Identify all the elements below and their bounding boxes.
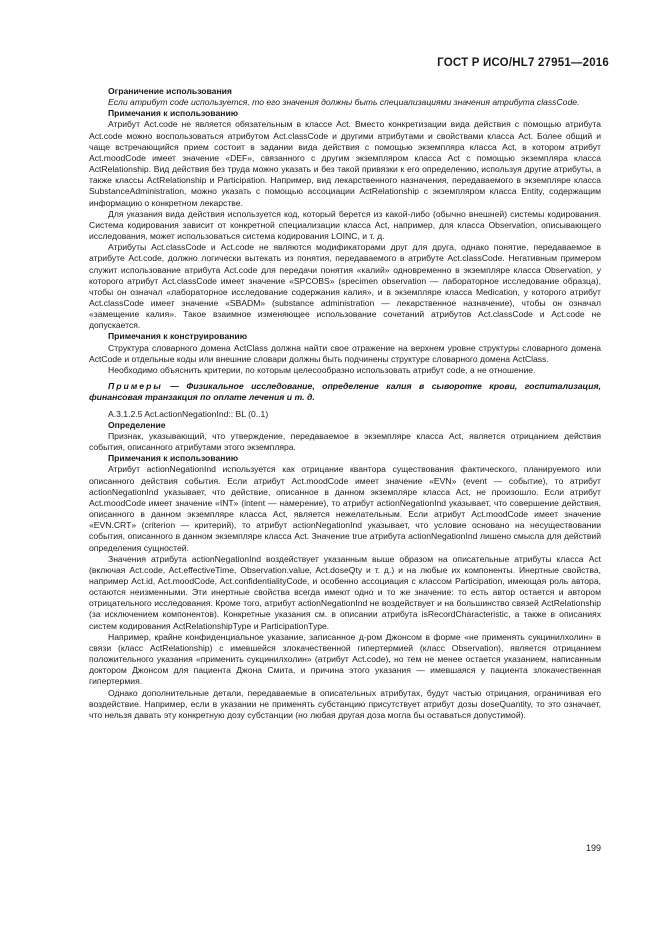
section-heading: Ограничение использования [108,86,232,96]
body-paragraph: Необходимо объяснить критерии, по которым целесообразно использовать атрибут code, а не отношение. [108,364,536,375]
body-paragraph: Для указания вида действия используется код, который берется из какой-либо (обычно внешней) системы кодирования. Система кодирования зависит от конкретной специализации класса Act, например, для класса Observation, описывающего исследования, может использоваться система кодирования LOINC, и т. д. [89,208,601,242]
section-heading: Примечания к использованию [108,108,239,119]
examples-lead: Примеры [108,381,163,392]
body-paragraph: A.3.1.2.5 Act.actionNegationInd:: BL (0..1) [108,408,269,419]
body-paragraph: Значения атрибута actionNegationInd воздействует указанным выше образом на описательные атрибуты класса Act (включая Act.code, Act.effectiveTime, Observation.value, Act.doseQty и т. д.) и на любые их компоненты. Инертные свойства, например Act.id, Act.moodCode, Act.confidentialityCode, и особенно ассоциация с классом Participation, имеющая роль автора, остаются неизменными. Эти инертные свойства всегда имеют одно и то же значение: то есть автор остается и автором отрицательного исследования. Кроме того, атрибут actionNegationInd не воздействует и на большинство связей ActRelationship (за исключением компонентов). Конкретные указания см. в описании атрибута isRecordCharacteristic, а также в описаниях систем кодирования ActRelationshipType и ParticipationType. [89,553,601,631]
body-paragraph: Признак, указывающий, что утверждение, передаваемое в экземпляре класса Act, является отрицанием действия события, описанного атрибутами этого экземпляра. [89,430,601,453]
italic-paragraph: Если атрибут code используется, то его значения должны быть специализациями значения атрибута classCode. [108,97,580,108]
section-heading: Примечания к конструированию [108,331,248,342]
section-heading: Примечания к использованию [108,453,239,464]
section-heading: Определение [108,419,166,430]
document-body [89,86,601,721]
standard-header: ГОСТ Р ИСО/HL7 27951—2016 [437,57,609,69]
examples-paragraph [89,381,601,404]
body-paragraph: Атрибуты Act.classCode и Act.code не являются модификаторами друг для друга, однако понятие, передаваемое в атрибуте Act.code, должно логически вытекать из понятия, передаваемого в атрибуте Act.classCode. Негативным примером служит использование атрибута Act.code для передачи понятия «калий» одновременно в экземпляре класса Observation, у которого атрибут Act.classCode имеет значение «SPCOBS» (specimen observation — лабораторное исследование образца), чтобы он означал «лабораторное исследование содержания калия», и в экземпляре класса Medication, у которого атрибут Act.classCode имеет значение «SBADM» (substance administration — лекарственное назначение), чтобы он означал «замещение калия». Такое взаимное изменяющее использование сочетаний атрибутов Act.classCode и Act.code не допускается. [89,242,601,331]
body-paragraph: Атрибут actionNegationInd используется как отрицание квантора существования фактического, планируемого или описанного действия события. Если атрибут Act.moodCode имеет значение «EVN» (event — событие), то атрибут actionNegationInd указывает, что действие, описанное в данном экземпляре класса Act, не произошло. Если атрибут Act.moodCode имеет значение «INT» (intent — намерение), то атрибут actionNegationInd указывает, что совершение действия, описанного в данном экземпляре класса Act, является нежелательным. Если атрибут Act.moodCode имеет значение «EVN.CRT» (criterion — критерий), то атрибут actionNegationInd указывает, что условие основано на несуществовании события, описанного в данном экземпляре класса Act. Значение true атрибута actionNegationInd лишено смысла для действий определения сущностей. [89,464,601,553]
body-paragraph: Однако дополнительные детали, передаваемые в описательных атрибутах, будут частью отрицания, ограничивая его воздействие. Например, если в указании не применять субстанцию присутствует атрибут дозы doseQuantity, то это означает, что нельзя давать эту конкретную дозу субстанции (но любая другая доза могла бы оставаться допустимой). [89,687,601,720]
body-paragraph: Структура словарного домена ActClass должна найти свое отражение на верхнем уровне структуры словарного домена ActCode и отдельные коды или внешние словари должны быть подчинены структуре словарного домена ActClass. [89,342,601,364]
page-number: 199 [585,843,601,853]
body-paragraph: Например, крайне конфиденциальное указание, записанное д-ром Джонсом в форме «не применять сукцинилхолин» в связи (класс ActRelationship) с имевшейся злокачественной гипертермией (класс Observation), является отрицанием положительного указания «применить сукцинилхолин» (атрибут Act.code), но тем не менее остается указанием, написанным доктором Джонсом для пациента Джона Смита, и причина этого указания — имевшаяся у пациента злокачественная гипертермия. [89,631,601,687]
examples-text: — Физикальное исследование, определение калия в сыворотке крови, госпитализация, финансовая транзакция по оплате лечения и т. д. [89,381,601,403]
body-paragraph: Атрибут Act.code не является обязательным в классе Act. Вместо конкретизации вида действия с помощью атрибута Act.code можно воспользоваться атрибутом Act.classCode и другими атрибутами и свойствами класса Act. Более общий и чаще встречающийся прием состоит в задании вида действия с помощью экземпляра класса Act, в котором атрибут Act.moodCode имеет значение «DEF», связанного с другим экземпляром класса Act с помощью экземпляра класса ActRelationship. Вид действия без труда можно указать и без такой привязки к его определению, используя другие атрибуты, а также классы ActRelationship и Participation. Например, вид лекарственного назначения, передаваемого в экземпляре класса SubstanceAdministration, можно указать с помощью ассоциации ActRelationship с экземпляром класса Entity, содержащим информацию о конкретном лекарстве. [89,119,601,208]
